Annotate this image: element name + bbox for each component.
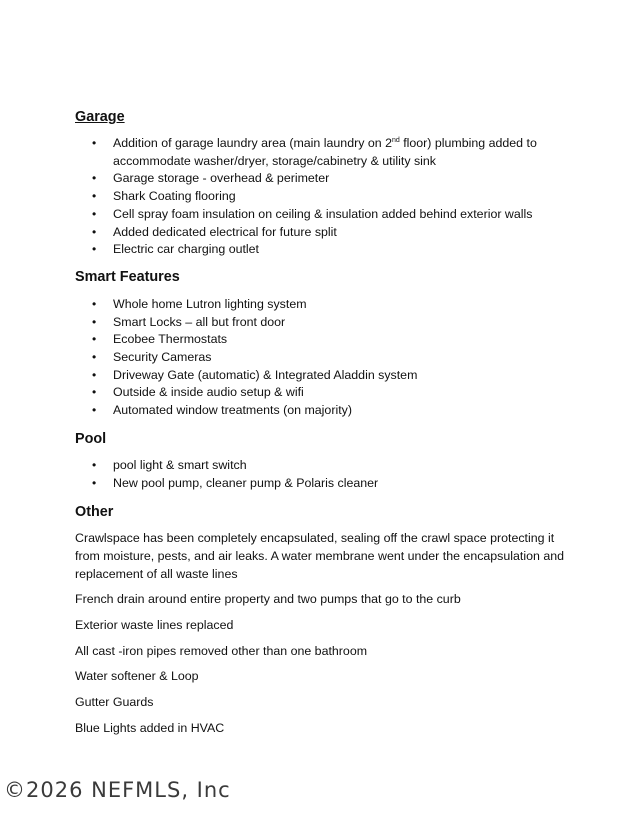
list-item: • Security Cameras xyxy=(75,349,575,367)
list-item-text: Addition of garage laundry area (main laundry on 2 xyxy=(113,136,392,150)
garage-list xyxy=(75,135,575,259)
pool-section xyxy=(75,430,575,492)
paragraph: Blue Lights added in HVAC xyxy=(75,720,225,735)
paragraph: Gutter Guards xyxy=(75,695,154,710)
list-item-text: floor) plumbing added to accommodate washer/dryer, storage/cabinetry & utility sink xyxy=(113,136,537,168)
document-body xyxy=(75,108,575,746)
pool-list xyxy=(75,457,575,492)
list-item: • Ecobee Thermostats xyxy=(75,331,575,349)
list-item: • Smart Locks – all but front door xyxy=(75,314,575,332)
garage-heading: Garage xyxy=(75,109,125,125)
ordinal-superscript: nd xyxy=(391,136,400,144)
garage-section xyxy=(75,108,575,259)
paragraph: Crawlspace has been completely encapsulated, sealing off the crawl space protecting it from moisture, pests, and air leaks. A water membrane went under the encapsulation and replacement of all waste lines xyxy=(75,531,565,581)
list-item: • Electric car charging outlet xyxy=(75,241,575,259)
pool-heading: Pool xyxy=(75,430,107,447)
smart-features-heading: Smart Features xyxy=(75,268,180,285)
list-item: • Added dedicated electrical for future split xyxy=(75,224,575,242)
smart-features-list xyxy=(75,296,575,420)
list-item: • Cell spray foam insulation on ceiling & insulation added behind exterior walls xyxy=(75,206,575,224)
list-item: • Shark Coating flooring xyxy=(75,188,575,206)
paragraph: All cast -iron pipes removed other than one bathroom xyxy=(75,643,368,658)
smart-features-section xyxy=(75,268,575,420)
paragraph: Water softener & Loop xyxy=(75,669,199,684)
paragraph: Exterior waste lines replaced xyxy=(75,618,234,633)
list-item: • Automated window treatments (on majority) xyxy=(75,402,575,420)
copyright-watermark: ©2026 NEFMLS, Inc xyxy=(4,778,231,802)
list-item: • Garage storage - overhead & perimeter xyxy=(75,170,575,188)
list-item: • pool light & smart switch xyxy=(75,457,575,475)
paragraph: French drain around entire property and two pumps that go to the curb xyxy=(75,592,461,607)
list-item: • New pool pump, cleaner pump & Polaris cleaner xyxy=(75,475,575,493)
list-item: • Whole home Lutron lighting system xyxy=(75,296,575,314)
other-section xyxy=(75,503,575,737)
list-item xyxy=(75,135,575,170)
list-item: • Outside & inside audio setup & wifi xyxy=(75,384,575,402)
list-item: • Driveway Gate (automatic) & Integrated Aladdin system xyxy=(75,367,575,385)
other-heading: Other xyxy=(75,504,114,521)
